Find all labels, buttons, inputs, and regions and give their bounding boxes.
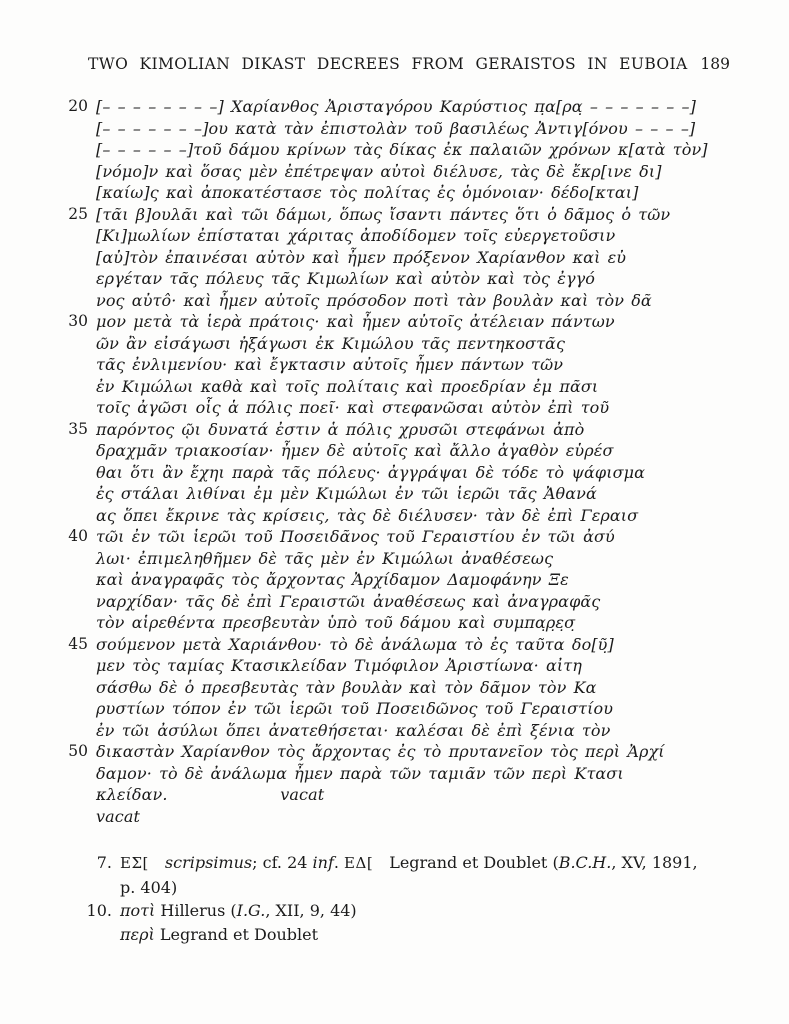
inscription-line: [0, 505, 789, 527]
apparatus-text-segment: ποτὶ: [120, 901, 156, 920]
page-number: 189: [700, 55, 730, 73]
apparatus-text-segment: I.G.: [236, 901, 266, 920]
apparatus-text-segment: Hillerus (: [155, 901, 237, 920]
apparatus-text-segment: B.C.H.: [558, 853, 612, 872]
inscription-line: [0, 311, 789, 333]
line-text: ναρχίδαν· τᾶς δὲ ἐπὶ Γεραιστῶι ἀναθέσεως καὶ ἀναγραφᾶς: [96, 591, 601, 611]
line-text: [Κι]μωλίων ἐπίσταται χάριτας ἀποδίδομεν τοῖς εὐεργετοῦσιν: [96, 226, 616, 245]
inscription-line: [0, 569, 789, 591]
inscription-line: [0, 354, 789, 376]
line-text: δαμον· τὸ δὲ ἀνάλωμα ἦμεν παρὰ τῶν ταμιᾶν τῶν περὶ Κτασι: [96, 763, 624, 783]
inscription-line: [0, 397, 789, 419]
line-text: τῶι ἐν τῶι ἱερῶι τοῦ Ποσειδᾶνος τοῦ Γεραιστίου ἐν τῶι ἀσύ: [96, 527, 615, 546]
apparatus-text-segment: [373, 853, 389, 872]
inscription-line: [0, 161, 789, 183]
apparatus-entry: [0, 899, 789, 923]
inscription-line: [0, 440, 789, 462]
inscription-line: [0, 720, 789, 742]
apparatus-text-segment: ΕΣ[: [120, 854, 149, 872]
inscription-line: [0, 182, 789, 204]
inscription-line: [0, 612, 789, 634]
inscription-line: [0, 96, 789, 118]
line-number: 25: [68, 204, 88, 223]
inscription-line: [0, 655, 789, 677]
inscription-line: [0, 290, 789, 312]
apparatus-text-segment: [149, 853, 165, 872]
line-text: [νόμο]ν καὶ ὅσας μὲν ἐπέτρεψαν αὐτοὶ διέλυσε, τὰς δὲ ἔκρ[ινε δι]: [96, 161, 662, 181]
apparatus-text-segment: Legrand et Doublet: [154, 924, 319, 944]
inscription-line: [0, 677, 789, 699]
apparatus-text-segment: p. 404): [120, 877, 178, 897]
line-text: τοῖς ἀγῶσι οἷς ἁ πόλις ποεῖ· καὶ στεφανῶσαι αὐτὸν ἐπὶ τοῦ: [96, 398, 610, 417]
inscription-line: [0, 139, 789, 161]
line-text: ας ὅπει ἔκρινε τὰς κρίσεις, τὰς δὲ διέλυσεν· τὰν δὲ ἐπὶ Γεραισ: [96, 505, 639, 525]
inscription-line: [0, 118, 789, 140]
inscription-line: [0, 784, 789, 806]
apparatus-text-segment: inf: [312, 853, 334, 872]
line-text: μεν τὸς ταμίας Κτασικλείδαν Τιμόφιλον Ἀριστίωνα· αἰτη: [96, 656, 582, 675]
apparatus-text-segment: ; cf. 24: [252, 853, 313, 872]
inscription-line: [0, 763, 789, 785]
inscription-line: [0, 526, 789, 548]
line-text: ἐς στάλαι λιθίναι ἐμ μὲν Κιμώλωι ἐν τῶι ἱερῶι τᾶς Ἀθανά: [96, 484, 597, 503]
running-head: [0, 55, 789, 75]
inscription-line: [0, 462, 789, 484]
inscription-line: [0, 247, 789, 269]
apparatus-entry: [0, 851, 789, 876]
apparatus-text-segment: , XV, 1891,: [611, 853, 698, 872]
inscription-line: [0, 634, 789, 656]
line-number: 35: [68, 419, 88, 438]
line-text: ἐν τῶι ἀσύλωι ὅπει ἀνατεθήσεται· καλέσαι δὲ ἐπὶ ξένια τὸν: [96, 720, 611, 740]
apparatus-text-segment: , XII, 9, 44): [265, 901, 357, 920]
line-text: τὸν αἱρεθέντα πρεσβευτὰν ὑπὸ τοῦ δάμου καὶ συμπα̣ρ̣ε̣σ̣: [96, 613, 576, 632]
inscription-line: [0, 483, 789, 505]
apparatus-line-number: 10.: [86, 901, 112, 920]
line-number: 40: [68, 527, 88, 545]
line-text: [τᾶι β]ουλᾶι καὶ τῶι δάμωι, ὅπως ἴσαντι πάντες ὅτι ὁ δᾶμος ὁ τῶν: [96, 204, 671, 224]
apparatus-entry: [0, 923, 789, 947]
inscription-line: [0, 741, 789, 763]
line-text: παρόντος ῷι δυνατά ἐστιν ἁ πόλις χρυσῶι στεφάνωι ἀπὸ: [96, 419, 585, 439]
line-text: ἐν Κιμώλωι καθὰ καὶ τοῖς πολίταις καὶ προεδρίαν ἐμ πᾶσι: [96, 376, 599, 396]
page-title: TWO KIMOLIAN DIKAST DECREES FROM GERAISTOS IN EUBOIA: [88, 55, 688, 73]
apparatus-text-segment: περὶ: [120, 924, 155, 944]
critical-apparatus: [0, 851, 789, 946]
inscription-line: [0, 268, 789, 290]
apparatus-text-segment: Legrand et Doublet (: [389, 853, 559, 872]
inscription-line: [0, 225, 789, 247]
line-text: [– – – – – – –]ου κατὰ τὰν ἐπιστολὰν τοῦ βασιλέως Ἀντιγ[όνου – – – –]: [96, 118, 696, 138]
line-number: 20: [68, 97, 88, 115]
line-text: εργέταν τᾶς πόλευς τᾶς Κιμωλίων καὶ αὐτὸν καὶ τὸς ἐγγό: [96, 269, 596, 288]
inscription-line: [0, 698, 789, 720]
line-text: ῶν ἂν εἰσάγωσι ἠξάγωσι ἐκ Κιμώλου τᾶς πεντηκοστᾶς: [96, 333, 566, 353]
inscription-line: [0, 376, 789, 398]
inscription-line: [0, 419, 789, 441]
inscription-line: [0, 204, 789, 226]
line-text: θαι ὅτι ἂν ἔχηι παρὰ τᾶς πόλευς· ἀγγράψαι δὲ τόδε τὸ ψάφισμα: [96, 462, 646, 482]
inscription-line: [0, 333, 789, 355]
line-text: κλείδαν. vacat: [96, 785, 325, 804]
apparatus-entry: [0, 876, 789, 900]
line-text: [καίω]ς καὶ ἀποκατέστασε τὸς πολίτας ἐς ὁμόνοιαν· δέδο[κται]: [96, 183, 639, 202]
line-text: [– – – – – –]τοῦ δάμου κρίνων τὰς δίκας ἐκ παλαιῶν χρόνων κ[ατὰ τὸν]: [96, 140, 708, 159]
line-text: τᾶς ἐνλιμενίου· καὶ ἔγκτασιν αὐτοῖς ἦμεν πάντων τῶν: [96, 355, 564, 374]
line-text: ρυστίων τόπον ἐν τῶι ἱερῶι τοῦ Ποσειδῶνος τοῦ Γεραιστίου: [96, 699, 614, 718]
line-text: μον μετὰ τὰ ἱερὰ πράτοις· καὶ ἦμεν αὐτοῖς ἀτέλειαν πάντων: [96, 312, 615, 331]
line-number: 30: [68, 312, 88, 330]
inscription-line: [0, 806, 789, 828]
inscription-line: [0, 591, 789, 613]
line-text: [– – – – – – – –] Χαρίανθος Ἀρισταγόρου Καρύστιος π̣α[ρα̣ – – – – – – –]: [96, 97, 696, 116]
inscription-line: [0, 548, 789, 570]
line-text: νος αὐτô· καὶ ἦμεν αὐτοῖς πρόσοδον ποτὶ τὰν βουλὰν καὶ τὸν δᾶ: [96, 290, 652, 310]
inscription-lines: [0, 96, 789, 827]
line-text: σάσθω δὲ ὁ πρεσβευτὰς τὰν βουλὰν καὶ τὸν δᾶμον τὸν Κα: [96, 677, 597, 697]
line-text: σούμενον μετὰ Χαριάνθου· τὸ δὲ ἀνάλωμα τὸ ἐς ταῦτα δο[ῦ̣]: [96, 634, 614, 654]
line-number: 45: [68, 634, 88, 653]
apparatus-text-segment: ΕΔ[: [344, 854, 374, 872]
line-text: δικαστὰν Χαρίανθον τὸς ἄρχοντας ἐς τὸ πρυτανεῖον τὸς περὶ Ἀρχί: [96, 742, 665, 761]
line-text: λωι· ἐπιμεληθῆμεν δὲ τᾶς μὲν ἐν Κιμώλωι ἀναθέσεως: [96, 548, 554, 568]
line-text: [αὐ]τὸν ἐπαινέσαι αὐτὸν καὶ ἦμεν πρόξενον Χαρίανθον καὶ εὐ: [96, 247, 627, 267]
apparatus-text-segment: .: [333, 853, 345, 872]
apparatus-line-number: 7.: [96, 853, 112, 872]
line-number: 50: [68, 742, 88, 760]
line-text: vacat: [96, 806, 141, 826]
line-text: δραχμᾶν τριακοσίαν· ἦμεν δὲ αὐτοῖς καὶ ἄλλο ἀγαθὸν εὑρέσ: [96, 441, 614, 460]
apparatus-text-segment: scripsimus: [164, 853, 253, 872]
line-text: καὶ ἀναγραφᾶς τὸς ἄρχοντας Ἀρχίδαμον Δαμοφάνην Ξε: [96, 570, 569, 589]
